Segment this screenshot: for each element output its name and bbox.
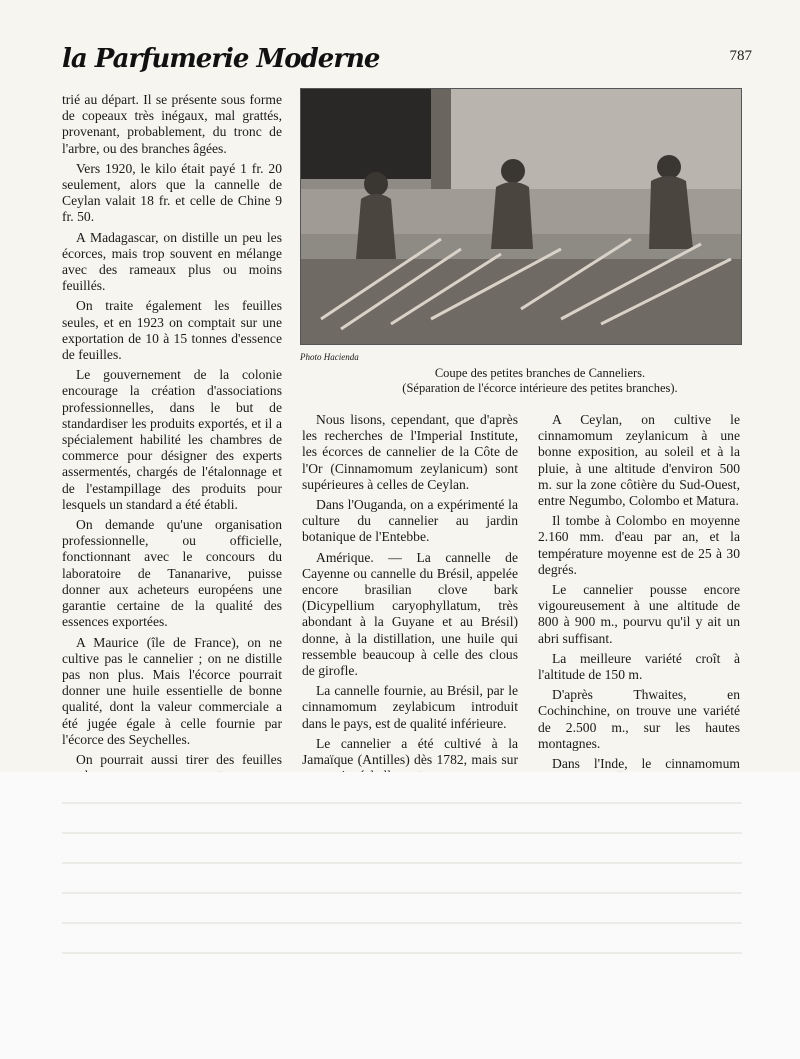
photo-caption — [340, 366, 740, 396]
page-number: 787 — [729, 48, 752, 64]
paragraph: Nous lisons, cependant, que d'après les recherches de l'Imperial Institute, les écorces de cannelier de la Côte de l'Or (Cinnamomum zeylanicum) sont supérieures à celles de Ceylan. — [302, 412, 518, 492]
paragraph: A Madagascar, on distille un peu les écorces, mais trop souvent en mélange avec des rameaux plus ou moins feuillés. — [62, 229, 282, 294]
paragraph: La cannelle fournie, au Brésil, par le cinnamomum zeylabicum introduit dans le pays, est de qualité inférieure. — [302, 683, 518, 731]
paragraph: On pourrait aussi tirer des feuilles — [76, 751, 282, 767]
paragraph: A Ceylan, on cultive le cinnamomum zeylanicum à une bonne exposition, au soleil et à la pluie, à une altitude d'environ 500 m. sur la zone côtière du Sud-Ouest, entre Negumbo, Colombo et Matura. — [538, 412, 740, 509]
column-1 — [62, 92, 282, 825]
paragraph: Vers 1920, le kilo était payé 1 fr. 20 seulement, alors que la cannelle de Ceylan valait 18 fr. et celle de Chine 9 fr. 50. — [62, 160, 282, 225]
paragraph: La meilleure variété croît à l'altitude de 150 m. — [538, 650, 740, 683]
bleed-through-line — [62, 862, 742, 864]
bleed-through-line — [62, 802, 742, 804]
paragraph: Dans l'Inde, le cinnamomum — [552, 756, 740, 772]
photo-illustration — [301, 89, 741, 344]
photo-credit: Photo Hacienda — [300, 352, 359, 362]
paragraph: Le gouvernement de la colonie encourage la création d'associations professionnelles, dans le but de standardiser les produits exportés, et il a spécialement habilité les chambres de commerce pour désigner des experts assermentés, chargés de l'étalonnage et de l'estampillage des produits pour lesquels un standard a été établi. — [62, 367, 282, 512]
caption-line: Coupe des petites branches de Canneliers. — [434, 366, 646, 380]
paragraph: On traite également les feuilles seules, et en 1923 on comptait sur une exportation de 10 à 15 tonnes d'essence de feuilles. — [62, 298, 282, 363]
paragraph: trié au départ. Il se présente sous forme de copeaux très inégaux, mal grattés, provenant, probablement, du tronc de l'arbre, ou des branches âgées. — [62, 92, 282, 156]
paragraph: Le cannelier a été cultivé à la Jamaïque (Antilles) dès 1782, mais sur — [302, 735, 518, 768]
photograph — [300, 88, 742, 345]
caption-line: (Séparation de l'écorce intérieure des petites branches). — [402, 381, 678, 395]
paragraph: A Maurice (île de France), on ne cultive pas le cannelier ; on ne distille pas non plus. Mais l'écorce pourrait donner une huile essentielle de bonne qualité, dont la valeur commerciale a été jugée égale à celle fournie par l'écorce des Seychelles. — [62, 634, 282, 747]
masthead: la Parfumerie Moderne — [62, 44, 380, 74]
bleed-through-line — [62, 832, 742, 834]
paragraph: Le cannelier pousse encore vigoureusement à une altitude de 800 à 900 m., pourvu qu'il y ait un abri suffisant. — [538, 582, 740, 646]
paragraph: Dans l'Ouganda, on a expérimenté la culture du cannelier au jardin botanique de l'Entebbe. — [302, 497, 518, 545]
bleed-through-line — [62, 892, 742, 894]
paragraph: D'après Thwaites, en Cochinchine, on trouve une variété de 2.500 m., sur les hautes montagnes. — [538, 687, 740, 751]
paragraph: On demande qu'une organisation professionnelle, ou officielle, fonctionnant avec le concours du laboratoire de Tananarive, puisse donner aux acheteurs européens une garantie certaine de la qualité des essences exportées. — [62, 517, 282, 630]
torn-page-overlay — [0, 772, 800, 1059]
bleed-through-line — [62, 922, 742, 924]
bleed-through-line — [62, 952, 742, 954]
paragraph: Amérique. — La cannelle de Cayenne ou cannelle du Brésil, appelée encore brasilian clove bark (Dicypellium caryophyllatum, très abondant à la Guyane et au Brésil) donne, à la distillation, une huile qui ressemble beaucoup à celle des clous de girofle. — [302, 549, 518, 679]
paragraph: Il tombe à Colombo en moyenne 2.160 mm. d'eau par an, et la température moyenne est de 25 à 30 degrés. — [538, 513, 740, 577]
